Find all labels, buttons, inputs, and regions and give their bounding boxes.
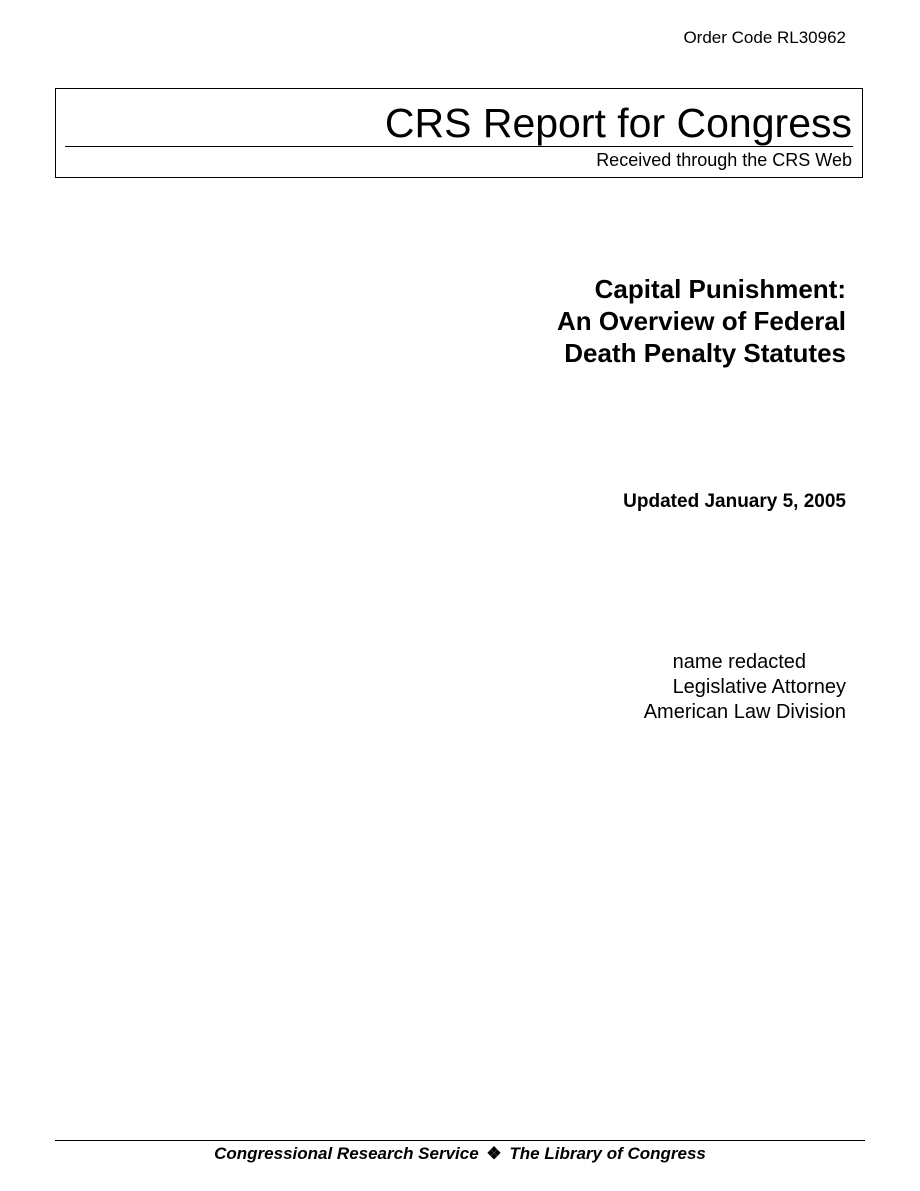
report-title-line-1: Capital Punishment: (594, 274, 846, 304)
report-title (557, 273, 846, 369)
footer (0, 1143, 920, 1165)
author-division: American Law Division (643, 701, 846, 723)
footer-divider (55, 1140, 865, 1141)
banner-divider (65, 146, 853, 147)
updated-date: Updated January 5, 2005 (623, 491, 846, 512)
footer-publisher: Congressional Research Service (214, 1144, 479, 1163)
banner-title: CRS Report for Congress (384, 100, 852, 146)
order-code: Order Code RL30962 (683, 28, 846, 47)
report-title-line-2: An Overview of Federal (557, 306, 846, 336)
banner-subtitle: Received through the CRS Web (596, 150, 852, 170)
author-name: name redacted (672, 651, 806, 673)
report-banner (55, 88, 863, 178)
footer-library: The Library of Congress (509, 1144, 706, 1163)
author-title: Legislative Attorney (672, 676, 846, 698)
author-block (546, 650, 846, 726)
report-title-line-3: Death Penalty Statutes (564, 338, 846, 368)
four-diamond-ornament-icon: ❖ (486, 1144, 502, 1163)
